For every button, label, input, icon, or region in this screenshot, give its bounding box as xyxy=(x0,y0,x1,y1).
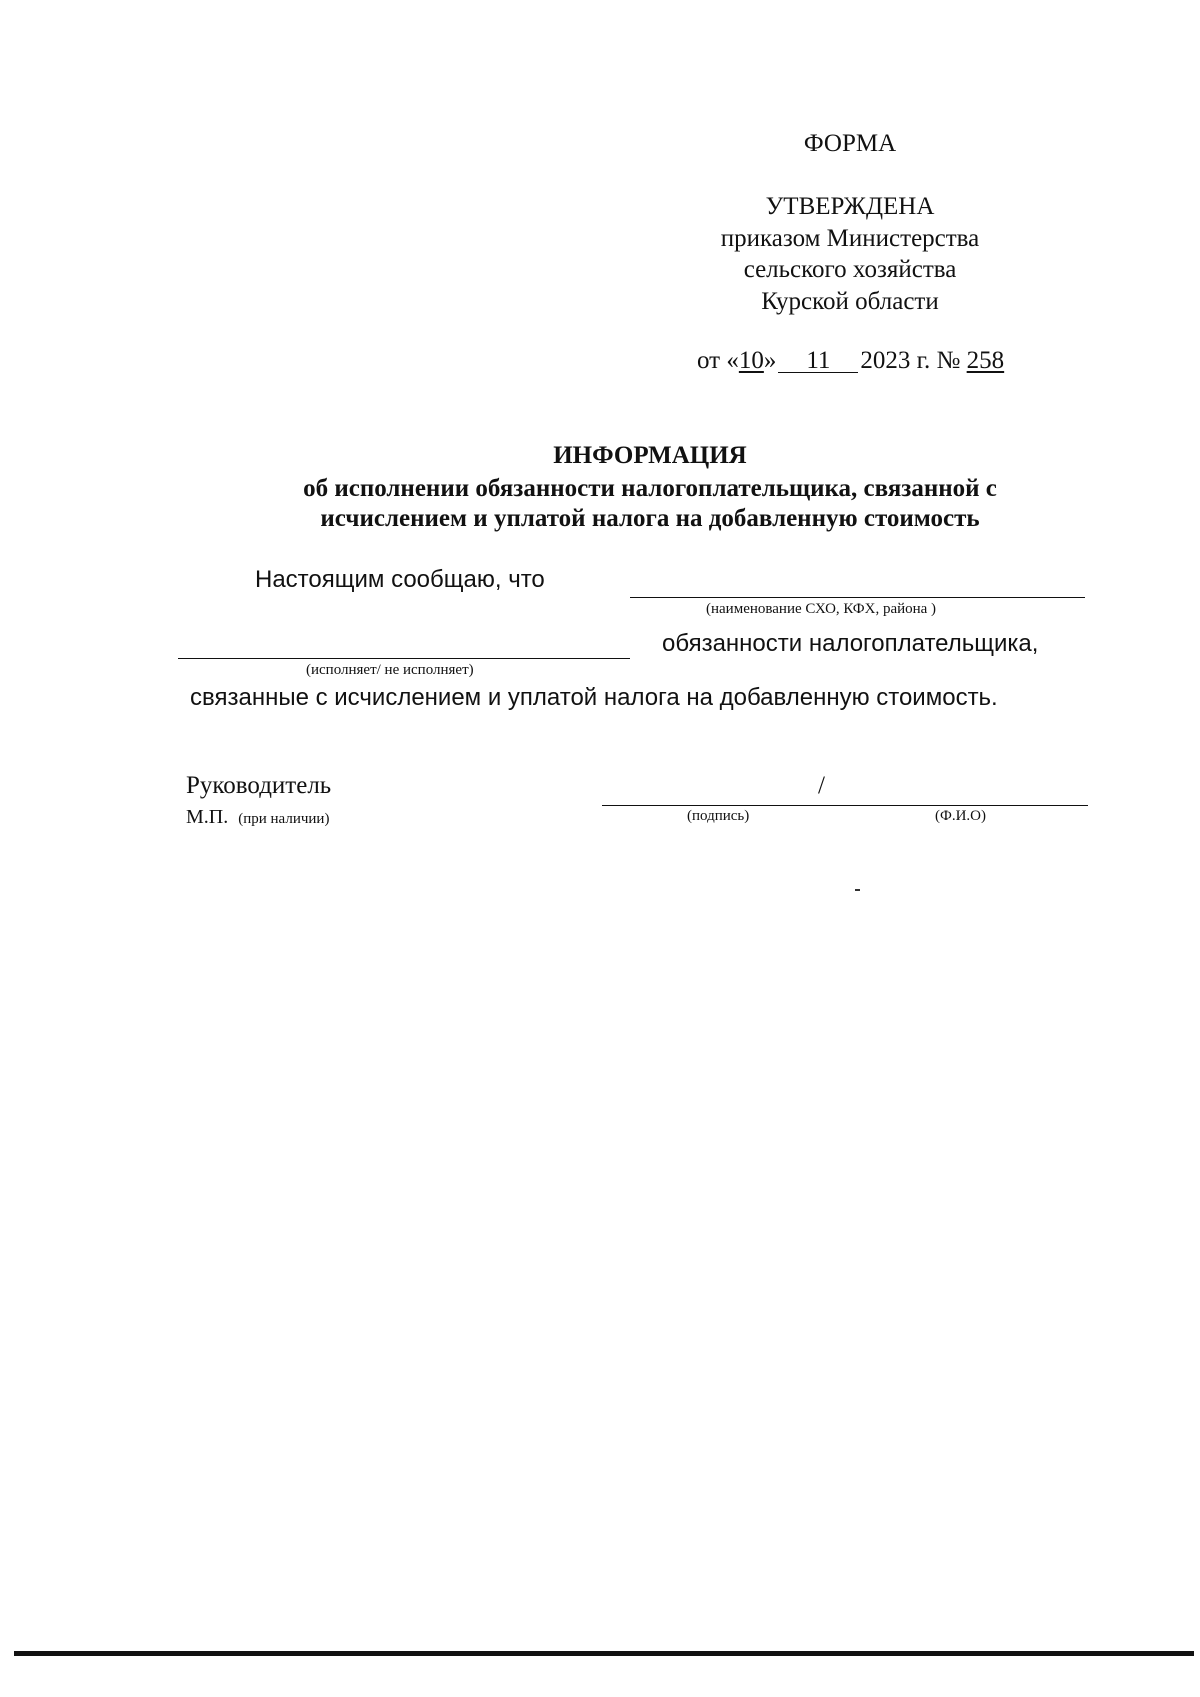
signature-hint: (подпись) xyxy=(687,808,750,824)
form-label: ФОРМА xyxy=(803,130,897,157)
signature-separator: / xyxy=(818,772,825,799)
bottom-border-line xyxy=(14,1651,1194,1656)
approved-label: УТВЕРЖДЕНА xyxy=(765,193,935,220)
date-mid: » xyxy=(763,347,777,374)
scan-speck xyxy=(855,889,860,891)
document-subtitle-line-2: исчислением и уплатой налога на добавленную стоимость xyxy=(320,505,980,532)
date-year: 2023 г. № xyxy=(860,347,961,374)
date-month: 11 xyxy=(778,350,858,373)
closing-text: связанные с исчислением и уплатой налога на добавленную стоимость. xyxy=(190,684,998,711)
obligation-text: обязанности налогоплательщика, xyxy=(662,630,1039,657)
signature-field-line[interactable] xyxy=(602,805,1088,806)
date-prefix: от « xyxy=(697,347,739,374)
stamp-area xyxy=(186,806,329,829)
intro-text: Настоящим сообщаю, что xyxy=(255,566,545,593)
entity-name-hint: (наименование СХО, КФХ, района ) xyxy=(706,601,937,617)
approval-date xyxy=(697,347,1004,375)
full-name-hint: (Ф.И.О) xyxy=(935,808,987,824)
status-field-line[interactable] xyxy=(178,658,630,659)
stamp-hint: (при наличии) xyxy=(238,811,330,827)
stamp-label: М.П. xyxy=(186,806,229,828)
approved-by-line-2: сельского хозяйства xyxy=(743,256,957,283)
entity-name-field-line[interactable] xyxy=(630,597,1085,598)
document-title: ИНФОРМАЦИЯ xyxy=(553,442,747,469)
document-subtitle-line-1: об исполнении обязанности налогоплательщика, связанной с xyxy=(303,475,997,502)
signatory-role: Руководитель xyxy=(186,772,332,799)
order-number: 258 xyxy=(966,347,1005,374)
approved-by-line-3: Курской области xyxy=(761,288,939,315)
status-hint: (исполняет/ не исполняет) xyxy=(306,662,474,678)
date-day: 10 xyxy=(738,347,764,374)
approved-by-line-1: приказом Министерства xyxy=(720,225,980,252)
